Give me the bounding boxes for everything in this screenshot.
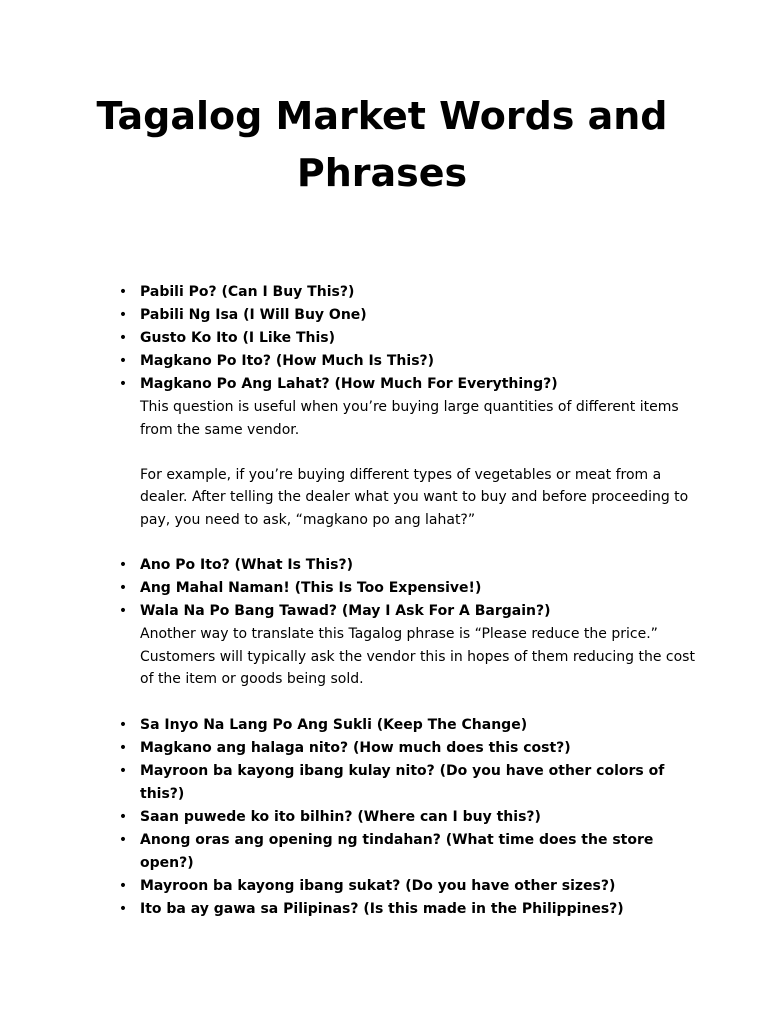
explanation-paragraph: This question is useful when you’re buying large quantities of different items from the same vendor. xyxy=(140,399,679,438)
phrase-label: Mayroon ba kayong ibang kulay nito? (Do you have other colors of this?) xyxy=(140,762,665,802)
phrase-label: Ito ba ay gawa sa Pilipinas? (Is this made in the Philippines?) xyxy=(140,900,624,917)
phrase-label: Magkano ang halaga nito? (How much does this cost?) xyxy=(140,739,571,756)
bullet-icon: • xyxy=(118,557,128,573)
list-item xyxy=(118,829,700,875)
bullet-icon: • xyxy=(118,762,128,779)
phrase-label: Sa Inyo Na Lang Po Ang Sukli (Keep The Change) xyxy=(140,716,528,733)
bullet-icon: • xyxy=(118,580,128,596)
phrase-label: Ang Mahal Naman! (This Is Too Expensive!) xyxy=(140,580,482,596)
list-item xyxy=(118,806,700,829)
explanation-paragraph: For example, if you’re buying different types of vegetables or meat from a dealer. After telling the dealer what you want to buy and before proceeding to pay, you need to ask, “magkano po ang lahat?” xyxy=(140,466,689,528)
list-item xyxy=(118,875,700,898)
list-item xyxy=(118,350,700,373)
list-item xyxy=(118,554,700,577)
phrase-label: Pabili Ng Isa (I Will Buy One) xyxy=(140,307,367,323)
bullet-icon: • xyxy=(118,307,128,323)
list-item xyxy=(118,327,700,350)
bullet-icon: • xyxy=(118,900,128,917)
bullet-icon: • xyxy=(118,808,128,825)
bullet-icon: • xyxy=(118,716,128,733)
list-item xyxy=(118,304,700,327)
phrase-label: Magkano Po Ang Lahat? (How Much For Everything?) xyxy=(140,376,558,392)
bullet-icon: • xyxy=(118,877,128,894)
bullet-icon: • xyxy=(118,831,128,848)
bullet-icon: • xyxy=(118,284,128,300)
phrase-label: Ano Po Ito? (What Is This?) xyxy=(140,557,353,573)
phrase-label: Wala Na Po Bang Tawad? (May I Ask For A Bargain?) xyxy=(140,603,551,619)
list-item xyxy=(118,737,700,760)
phrase-label: Anong oras ang opening ng tindahan? (What time does the store open?) xyxy=(140,831,654,871)
phrase-list xyxy=(118,281,700,921)
phrase-label: Saan puwede ko ito bilhin? (Where can I buy this?) xyxy=(140,808,541,825)
bullet-icon: • xyxy=(118,603,128,619)
list-item xyxy=(118,898,700,921)
bullet-icon: • xyxy=(118,353,128,369)
list-item xyxy=(118,281,700,304)
list-item xyxy=(118,373,700,531)
phrase-label: Magkano Po Ito? (How Much Is This?) xyxy=(140,353,435,369)
page-title: Tagalog Market Words and Phrases xyxy=(96,94,668,195)
list-item xyxy=(118,714,700,737)
phrase-label: Mayroon ba kayong ibang sukat? (Do you have other sizes?) xyxy=(140,877,616,894)
list-item xyxy=(118,760,700,806)
bullet-icon: • xyxy=(118,739,128,756)
bullet-icon: • xyxy=(118,376,128,392)
list-item xyxy=(118,600,700,691)
list-item xyxy=(118,577,700,600)
explanation-paragraph: Another way to translate this Tagalog phrase is “Please reduce the price.” Customers will typically ask the vendor this in hopes of them reducing the cost of the item or goods being sold. xyxy=(140,626,695,687)
phrase-label: Gusto Ko Ito (I Like This) xyxy=(140,330,336,346)
phrase-label: Pabili Po? (Can I Buy This?) xyxy=(140,284,355,300)
bullet-icon: • xyxy=(118,330,128,346)
